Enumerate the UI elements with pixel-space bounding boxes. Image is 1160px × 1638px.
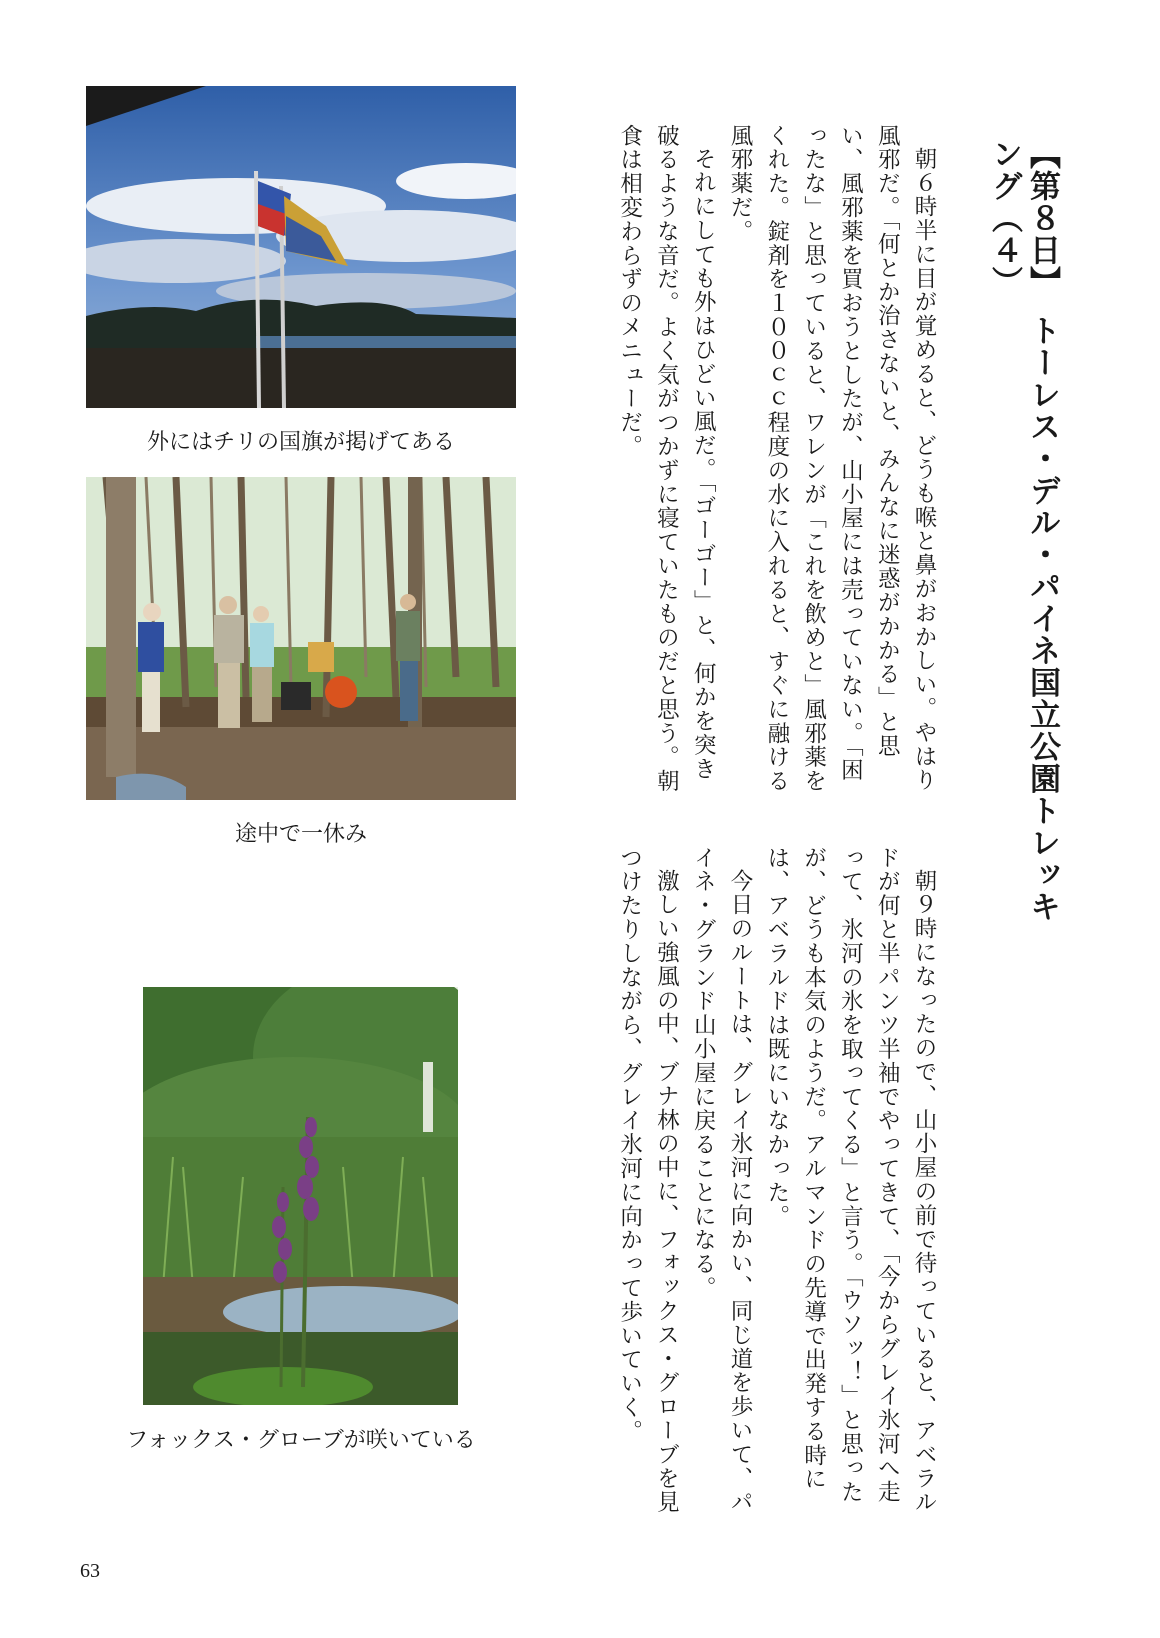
photo-caption: 途中で一休み	[234, 822, 367, 847]
photo-caption: 外にはチリの国旗が掲げてある	[146, 430, 455, 455]
hikers-resting-photo	[86, 477, 516, 800]
chapter-heading: 【第８日】 トーレス・デル・パイネ国立公園トレッキング（４）	[986, 138, 1060, 923]
photo-caption: フォックス・グローブが咲いている	[126, 1428, 476, 1453]
chile-flags-photo	[86, 86, 516, 408]
lower-text-block	[522, 846, 942, 1526]
paragraph: 激しい強風の中、ブナ林の中に、フォックス・グローブを見つけたりしながら、グレイ氷河に向かって歩いていく。	[616, 846, 680, 1514]
page-number: 63	[80, 1560, 100, 1582]
paragraph: 今日のルートは、グレイ氷河に向かい、同じ道を歩いて、パイネ・グランド山小屋に戻ることになる。	[690, 846, 754, 1514]
upper-text-block	[582, 124, 942, 804]
paragraph: それにしても外はひどい風だ。「ゴーゴー」と、何かを突き破るような音だ。よく気がつかずに寝ていたものだと思う。朝食は相変わらずのメニューだ。	[616, 124, 717, 794]
paragraph: 朝９時になったので、山小屋の前で待っていると、アベラルドが何と半パンツ半袖でやってきて、「今からグレイ氷河へ走って、氷河の氷を取ってくる」と言う。「ウソッ！」と思ったが、どうも本気のようだ。アルマンドの先導で出発する時には、アベラルドは既にいなかった。	[763, 846, 937, 1514]
foxglove-photo	[143, 987, 458, 1405]
paragraph: 朝６時半に目が覚めると、どうも喉と鼻がおかしい。やはり風邪だ。「何とか治さないと、みんなに迷惑がかかる」と思い、風邪薬を買おうとしたが、山小屋には売っていない。「困ったな」と思っていると、ワレンが「これを飲めと」風邪薬をくれた。錠剤を１００ｃｃ程度の水に入れると、すぐに融ける風邪薬だ。	[727, 124, 937, 794]
